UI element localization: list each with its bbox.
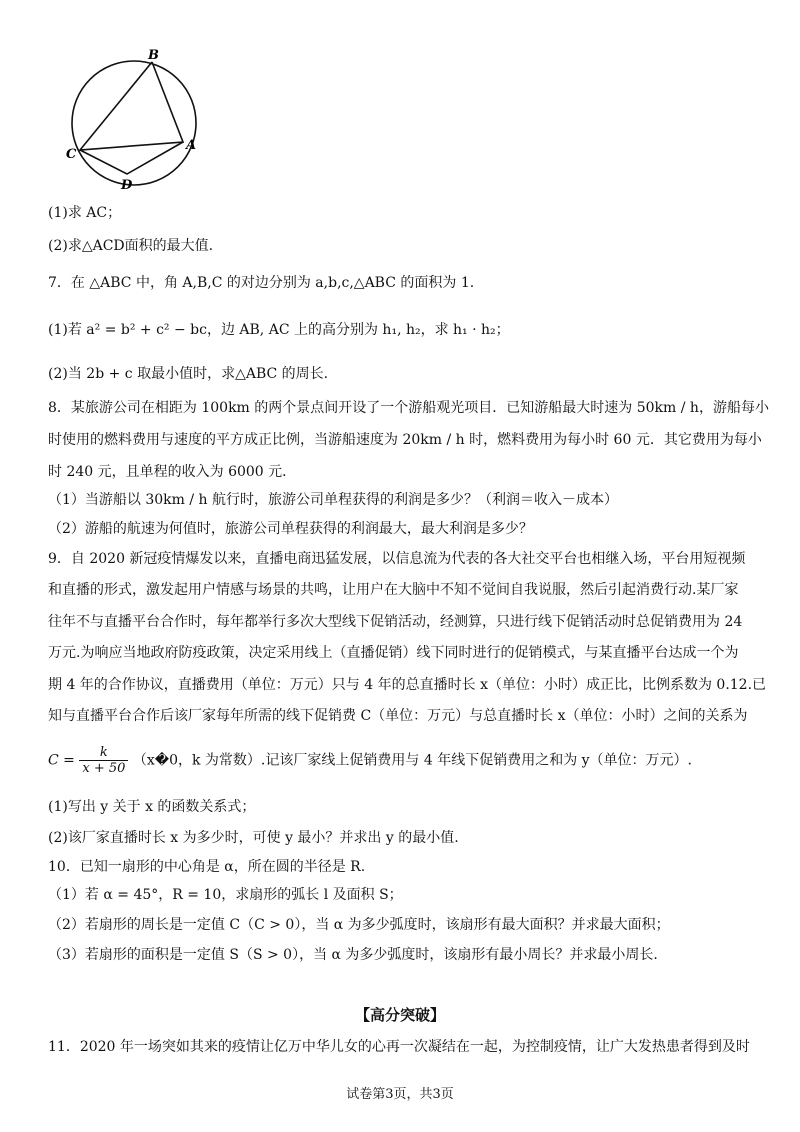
q10-part3: （3）若扇形的面积是一定值 S（S > 0），当 α 为多少弧度时，该扇形有最小周长？并求最小周长. xyxy=(48,947,658,963)
formula-tail: （x�0，k 为常数）.记该厂家线上促销费用与 4 年线下促销费用之和为 y（单位：万元）. xyxy=(132,752,693,769)
circumcircle xyxy=(72,61,196,185)
circle-triangle-figure xyxy=(58,46,208,194)
q9-formula xyxy=(48,745,692,776)
q9-line2: 和直播的形式，激发起用户情感与场景的共鸣，让用户在大脑中不知不觉间自我说服，然后引起消费行动.某厂家 xyxy=(48,582,739,598)
q6-part1: (1)求 AC； xyxy=(48,205,122,221)
q7-part2: (2)当 2b + c 取最小值时，求△ABC 的周长. xyxy=(48,366,329,382)
q9-line5: 期 4 年的合作协议，直播费用（单位：万元）只与 4 年的总直播时长 x（单位：小时）成正比，比例系数为 0.12.已 xyxy=(48,677,767,693)
q10-stem: 10．已知一扇形的中心角是 α，所在圆的半径是 R. xyxy=(48,859,366,875)
q7-part1: (1)若 a² = b² + c² − bc，边 AB, AC 上的高分别为 h₁, h₂，求 h₁ · h₂； xyxy=(48,322,510,338)
label-a: A xyxy=(186,138,197,153)
section-title: 【高分突破】 xyxy=(354,1006,445,1024)
page-footer: 试卷第3页，共3页 xyxy=(346,1087,454,1102)
q11-line1: 11．2020 年一场突如其来的疫情让亿万中华儿女的心再一次凝结在一起，为控制疫情，让广大发热患者得到及时 xyxy=(48,1039,750,1055)
q8-line2: 时使用的燃料费用与速度的平方成正比例，当游船速度为 20km / h 时，燃料费用为每小时 60 元．其它费用为每小 xyxy=(48,432,762,448)
label-d: D xyxy=(121,178,133,193)
q8-line1: 8．某旅游公司在相距为 100km 的两个景点间开设了一个游船观光项目．已知游船最大时速为 50km / h，游船每小 xyxy=(48,400,769,416)
formula-numerator: k xyxy=(79,745,128,761)
q7-stem: 7．在 △ABC 中，角 A,B,C 的对边分别为 a,b,c,△ABC 的面积为 1. xyxy=(48,275,475,291)
label-c: C xyxy=(66,147,77,162)
q9-part1: (1)写出 y 关于 x 的函数关系式； xyxy=(48,799,256,815)
label-b: B xyxy=(148,48,159,63)
q8-part1: （1）当游船以 30km / h 航行时，旅游公司单程获得的利润是多少？（利润＝收入－成本） xyxy=(48,492,619,508)
q9-line6: 知与直播平台合作后该厂家每年所需的线下促销费 C（单位：万元）与总直播时长 x（单位：小时）之间的关系为 xyxy=(48,708,748,724)
q10-part2: （2）若扇形的周长是一定值 C（C > 0），当 α 为多少弧度时，该扇形有最大面积？并求最大面积； xyxy=(48,917,670,933)
q8-line3: 时 240 元，且单程的收入为 6000 元． xyxy=(48,464,297,480)
q8-part2: （2）游船的航速为何值时，旅游公司单程获得的利润最大，最大利润是多少？ xyxy=(48,521,533,537)
formula-lhs: C = xyxy=(48,752,75,769)
q9-line1: 9．自 2020 新冠疫情爆发以来，直播电商迅猛发展，以信息流为代表的各大社交平台也相继入场，平台用短视频 xyxy=(48,551,746,567)
q10-part1: （1）若 α = 45°，R = 10，求扇形的弧长 l 及面积 S； xyxy=(48,887,403,903)
formula-denominator: x + 50 xyxy=(82,761,126,776)
q6-part2: (2)求△ACD面积的最大值. xyxy=(48,238,214,254)
q9-line3: 往年不与直播平台合作时，每年都举行多次大型线下促销活动，经测算，只进行线下促销活动时总促销费用为 24 xyxy=(48,614,743,630)
q9-line4: 万元.为响应当地政府防疫政策，决定采用线上（直播促销）线下同时进行的促销模式，与某直播平台达成一个为 xyxy=(48,645,739,661)
formula-fraction xyxy=(79,745,128,776)
q9-part2: (2)该厂家直播时长 x 为多少时，可使 y 最小？并求出 y 的最小值. xyxy=(48,830,459,846)
